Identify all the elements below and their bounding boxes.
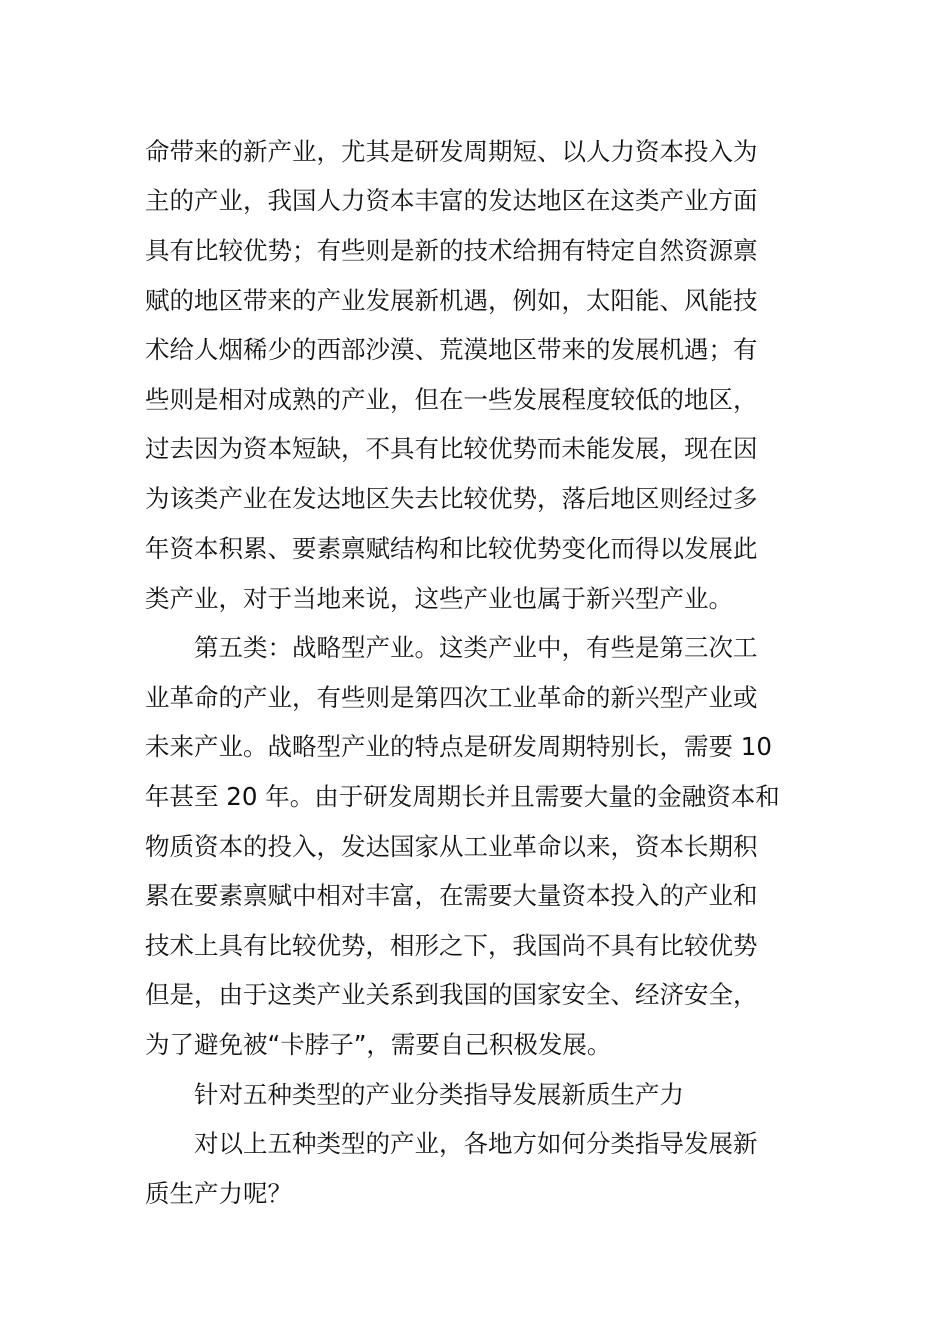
text-line: 为该类产业在发达地区失去比较优势，落后地区则经过多 <box>145 484 758 513</box>
text-line: 物质资本的投入，发达国家从工业革命以来，资本长期积 <box>145 832 758 861</box>
text-line: 年甚至 20 年。由于研发周期长并且需要大量的金融资本和 <box>145 782 780 811</box>
text-line: 类产业，对于当地来说，这些产业也属于新兴型产业。 <box>145 584 733 613</box>
text-line: 业革命的产业，有些则是第四次工业革命的新兴型产业或 <box>145 683 758 712</box>
text-line: 未来产业。战略型产业的特点是研发周期特别长，需要 10 <box>145 732 772 761</box>
text-line: 赋的地区带来的产业发展新机遇，例如，太阳能、风能技 <box>145 286 758 315</box>
text-line: 些则是相对成熟的产业，但在一些发展程度较低的地区， <box>145 385 758 414</box>
text-line: 累在要素禀赋中相对丰富，在需要大量资本投入的产业和 <box>145 881 758 910</box>
text-line: 具有比较优势；有些则是新的技术给拥有特定自然资源禀 <box>145 236 758 265</box>
text-line: 年资本积累、要素禀赋结构和比较优势变化而得以发展此 <box>145 534 758 563</box>
section-heading: 针对五种类型的产业分类指导发展新质生产力 <box>194 1080 684 1109</box>
text-line: 质生产力呢？ <box>145 1179 292 1208</box>
text-line: 为了避免被“卡脖子”，需要自己积极发展。 <box>145 1030 612 1059</box>
paragraph-first-line: 第五类：战略型产业。这类产业中，有些是第三次工 <box>194 633 758 662</box>
text-line: 技术上具有比较优势，相形之下，我国尚不具有比较优势 <box>145 931 758 960</box>
text-line: 主的产业，我国人力资本丰富的发达地区在这类产业方面 <box>145 186 758 215</box>
text-line: 但是，由于这类产业关系到我国的国家安全、经济安全， <box>145 980 758 1009</box>
text-line: 术给人烟稀少的西部沙漠、荒漠地区带来的发展机遇；有 <box>145 335 758 364</box>
text-line: 过去因为资本短缺，不具有比较优势而未能发展，现在因 <box>145 434 758 463</box>
paragraph-first-line: 对以上五种类型的产业，各地方如何分类指导发展新 <box>194 1129 758 1158</box>
text-line: 命带来的新产业，尤其是研发周期短、以人力资本投入为 <box>145 137 758 166</box>
